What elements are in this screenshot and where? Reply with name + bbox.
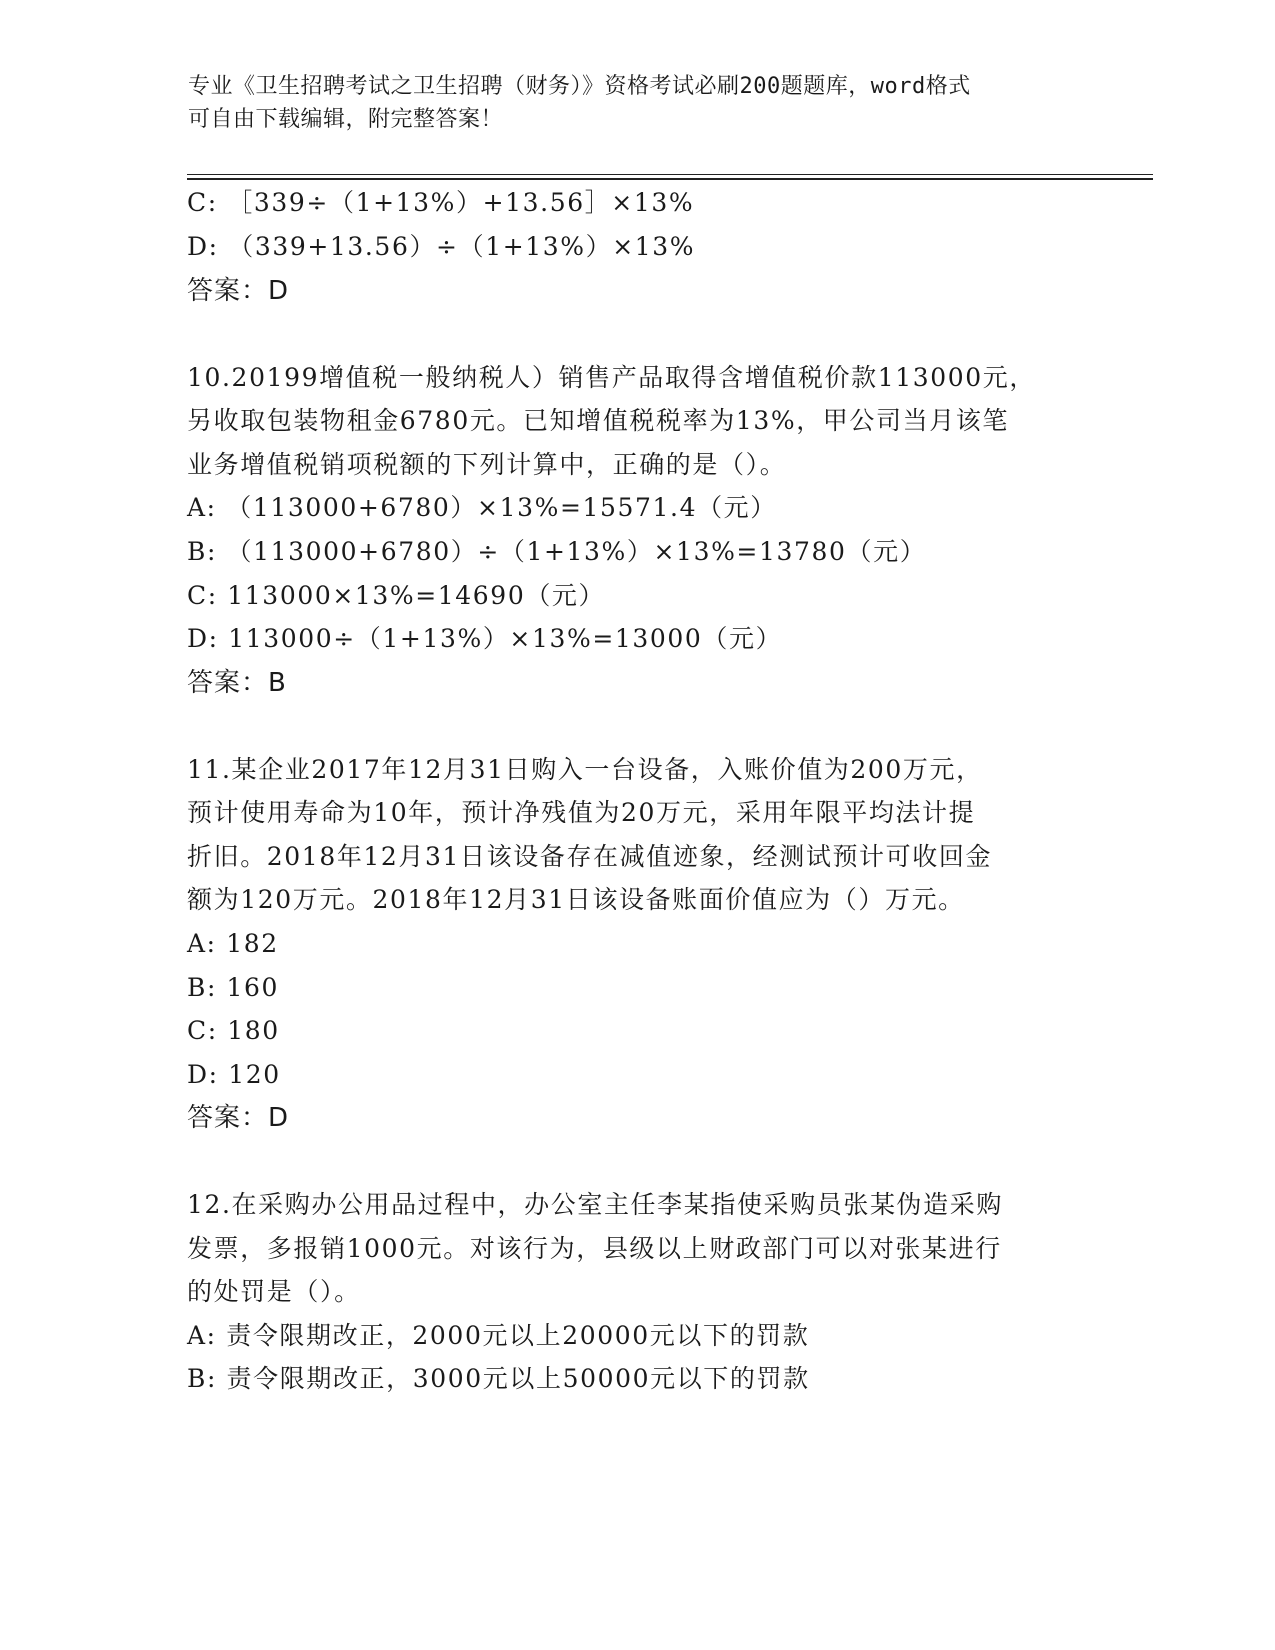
q9-option-d: D: （339+13.56）÷（1+13%）×13% — [187, 232, 696, 261]
header-divider-thick — [187, 178, 1153, 180]
q10-option-a: A: （113000+6780）×13%=15571.4（元） — [187, 493, 777, 522]
q12-stem-line-3: 的处罚是（）。 — [187, 1277, 361, 1306]
q12-stem-line-1: 12.在采购办公用品过程中，办公室主任李某指使采购员张某伪造采购 — [187, 1190, 1003, 1219]
q10-stem-line-1: 10.20199增值税一般纳税人）销售产品取得含增值税价款113000元， — [187, 363, 1036, 392]
q10-option-c: C: 113000×13%=14690（元） — [187, 581, 606, 610]
q11-option-c: C: 180 — [187, 1016, 280, 1045]
q10-stem-line-3: 业务增值税销项税额的下列计算中，正确的是（）。 — [187, 450, 787, 479]
q10-answer: 答案：B — [187, 668, 287, 698]
header-line-2: 可自由下载编辑，附完整答案！ — [188, 107, 504, 132]
q12-stem-line-2: 发票，多报销1000元。对该行为，县级以上财政部门可以对张某进行 — [187, 1234, 1002, 1263]
q9-option-c: C: ［339÷（1+13%）+13.56］×13% — [187, 188, 695, 217]
header-line-1: 专业《卫生招聘考试之卫生招聘（财务）》资格考试必刷200题题库，word格式 — [188, 74, 971, 99]
q11-stem-line-1: 11.某企业2017年12月31日购入一台设备，入账价值为200万元， — [187, 755, 983, 784]
q10-option-d: D: 113000÷（1+13%）×13%=13000（元） — [187, 624, 783, 653]
q11-option-a: A: 182 — [187, 929, 279, 958]
q11-stem-line-2: 预计使用寿命为10年，预计净残值为20万元，采用年限平均法计提 — [187, 798, 976, 827]
q12-option-a: A: 责令限期改正，2000元以上20000元以下的罚款 — [187, 1321, 810, 1350]
q12-option-b: B: 责令限期改正，3000元以上50000元以下的罚款 — [187, 1364, 810, 1393]
q11-option-b: B: 160 — [187, 973, 280, 1002]
q9-answer: 答案：D — [187, 276, 290, 306]
q10-option-b: B: （113000+6780）÷（1+13%）×13%=13780（元） — [187, 537, 927, 566]
header-divider-thin — [187, 174, 1153, 175]
q11-stem-line-4: 额为120万元。2018年12月31日该设备账面价值应为（）万元。 — [187, 885, 965, 914]
q11-stem-line-3: 折旧。2018年12月31日该设备存在减值迹象，经测试预计可收回金 — [187, 842, 993, 871]
q11-answer: 答案：D — [187, 1103, 290, 1133]
q11-option-d: D: 120 — [187, 1060, 281, 1089]
q10-stem-line-2: 另收取包装物租金6780元。已知增值税税率为13%，甲公司当月该笔 — [187, 406, 1009, 435]
document-header — [188, 70, 1068, 136]
